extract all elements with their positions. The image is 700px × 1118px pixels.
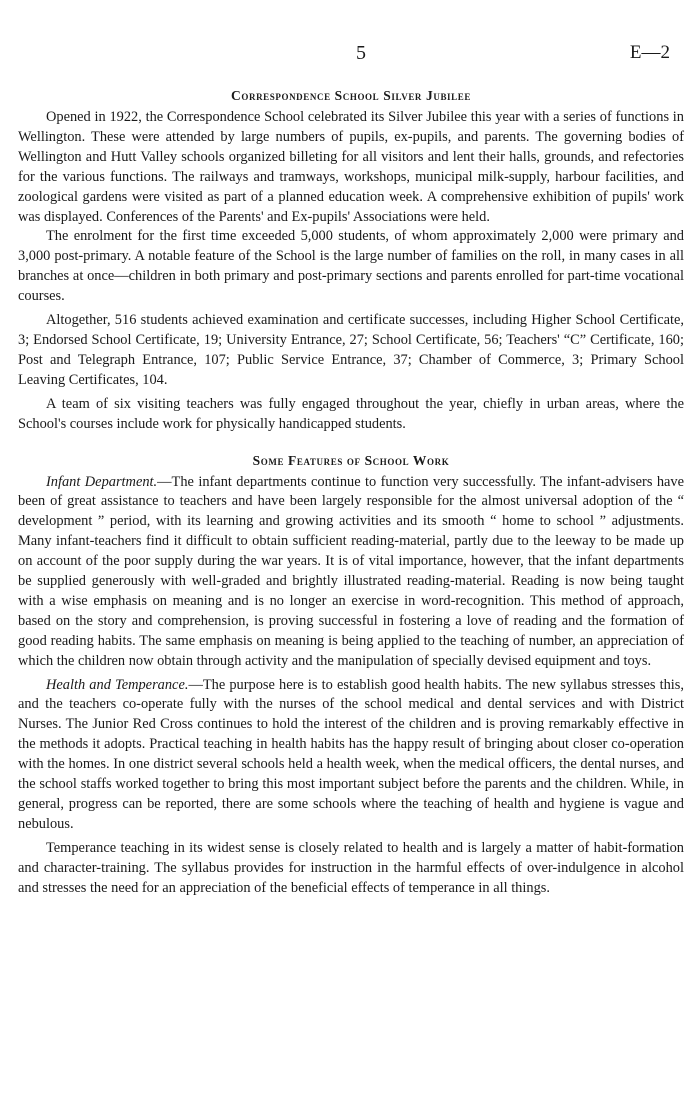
paragraph-health-temperance (18, 676, 684, 835)
paragraph: The enrolment for the first time exceeded 5,000 students, of whom approximately 2,000 were primary and 3,000 post-primary. A notable feature of the School is the large number of families on the roll, in many cases in all branches at once—children in both primary and post-primary sections and parents enrolled for part-time vocational courses. (18, 228, 684, 305)
page-number: 5 (356, 42, 366, 64)
paragraph: Altogether, 516 students achieved examination and certificate successes, including Higher School Certificate, 3; Endorsed School Certificate, 19; University Entrance, 27; School Certificate, 56; Teachers' “C” Certificate, 160; Post and Telegraph Entrance, 107; Public Service Entrance, 37; Chamber of Commerce, 3; Primary School Leaving Certificates, 104. (18, 312, 684, 388)
page-header (18, 0, 684, 62)
paragraph: Temperance teaching in its widest sense is closely related to health and is largely a matter of habit-formation and character-training. The syllabus provides for instruction in the harmful effects of over-indulgence in alcohol and stresses the need for an appreciation of the beneficial effects of temperance in all things. (18, 839, 684, 896)
paragraph-body: —The infant departments continue to function very successfully. The infant-advisers have been of great assistance to teachers and have been largely responsible for the almost universal adoption of the “ development ” period, with its learning and growing activities and its smooth “ home to school ” adjustments. Many infant-teachers find it difficult to obtain sufficient reading-material, partly due to the leeway to be made up on account of the poor supply during the war years. It is of vital importance, however, that the infant departments be supplied generously with well-graded and brightly illustrated reading-material. Reading is now being taught with a wise emphasis on meaning and is no longer an exercise in word-recognition. This method of approach, based on the story and comprehension, is proving successful in fostering a love of reading and the formation of good reading habits. The same emphasis on meaning is being applied to the teaching of number, an appreciation of which the children now obtain through activity and the manipulation of specially devised equipment and toys. (18, 473, 685, 669)
report-code: E—2 (629, 42, 670, 63)
paragraph: A team of six visiting teachers was fully engaged throughout the year, chiefly in urban areas, where the School's courses include work for physically handicapped students. (18, 395, 684, 432)
paragraph: Opened in 1922, the Correspondence School celebrated its Silver Jubilee this year with a series of functions in Wellington. These were attended by large numbers of pupils, ex-pupils, and parents. The governing bodies of Wellington and Hutt Valley schools organized billeting for all visitors and lent their halls, grounds, and refectories for the various functions. The railways and tramways, workshops, municipal milk-supply, harbour facilities, and zoological gardens were visited as part of a planned education week. A comprehensive exhibition of pupils' work was displayed. Conferences of the Parents' and Ex-pupils' Associations were held. (18, 109, 684, 225)
paragraph-body: —The purpose here is to establish good health habits. The new syllabus stresses this, and the teachers co-operate fully with the nurses of the school medical and dental services and with District Nurses. The Junior Red Cross continues to hold the interest of the children and is proving remarkably effective in the methods it adopts. Practical teaching in health habits has the happy result of bringing about closer co-operation with the homes. In one district several schools held a health week, when the medical officers, the dental nurses, and the school staffs worked together to bring this most important subject before the parents and the children. While, in general, progress can be reported, there are some schools where the teaching of health and hygiene is vague and nebulous. (18, 676, 684, 832)
paragraph-infant-department (18, 473, 684, 672)
section-heading-school-work: Some Features of School Work (252, 452, 450, 468)
paragraph-lead: Infant Department. (46, 473, 158, 490)
paragraph-lead: Health and Temperance. (46, 676, 189, 693)
section-heading-silver-jubilee: Correspondence School Silver Jubilee (231, 88, 471, 103)
